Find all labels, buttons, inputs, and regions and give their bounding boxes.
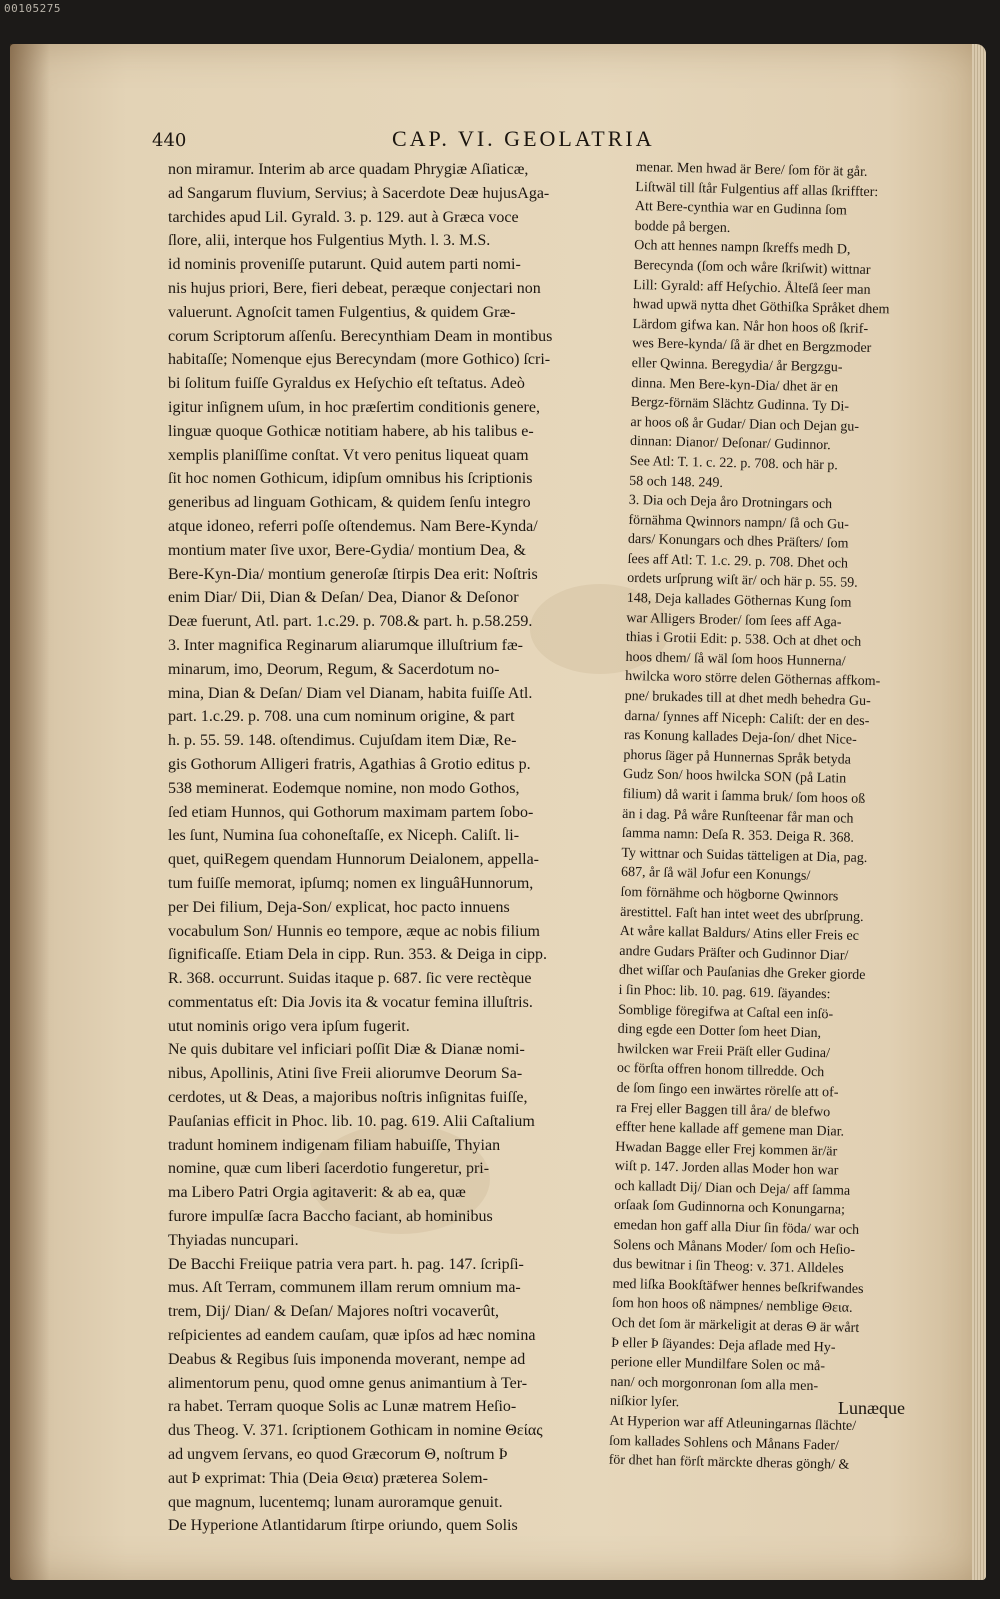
text-line: och kalladt Dij/ Dian och Deja/ aff ſamma — [614, 1178, 851, 1199]
text-line: mina, Dian & Deſan/ Diam vel Dianam, habita fuiſſe Atl. — [168, 684, 533, 702]
chapter-title: CAP. VI. GEOLATRIA — [392, 126, 655, 151]
text-line: que magnum, lucentemq; lunam auroramque genuit. — [168, 1493, 503, 1511]
text-line: Thyiadas nuncupari. — [168, 1231, 299, 1249]
text-line: ſamma namn: Deſa R. 353. Deiga R. 368. — [621, 826, 855, 846]
running-head — [152, 126, 697, 156]
text-line: eller Qwinna. Beregydia/ år Bergzgu- — [631, 355, 843, 376]
text-line: hoos dhem/ ſå wäl ſom hoos Hunnerna/ — [625, 649, 846, 670]
text-line: Somblige föregifwa at Caſtal een inſö- — [617, 1002, 834, 1022]
text-line: vocabulum Son/ Hunnis eo tempore, æque ac nobis filium — [168, 922, 540, 940]
text-line: nomine, quæ cum liberi ſacerdotio fungeretur, pri- — [168, 1160, 490, 1178]
text-line: id nominis proveniſſe putarunt. Quid autem parti nomi- — [168, 256, 521, 274]
text-line: linguæ quoque Gothicæ notitiam habere, ab his talibus e- — [168, 422, 534, 440]
scan-id: 00105275 — [4, 2, 61, 15]
text-line: corum Scriptorum aſſenſu. Berecynthiam Deam in montibus — [168, 327, 553, 345]
text-line: At Hyperion war aff Atleuningarnas ſlächte/ — [609, 1413, 857, 1434]
text-line: dinnan: Dianor/ Deſonar/ Gudinnor. — [629, 434, 831, 454]
text-line: hwilcken war Freii Präſt eller Gudina/ — [617, 1041, 831, 1061]
text-line: ſit hoc nomen Gothicum, idipſum omnibus his ſcriptionis — [168, 470, 533, 488]
text-line: De Hyperione Atlantidarum ſtirpe oriundo, quem Solis — [168, 1517, 518, 1535]
text-line: tradunt hominem indigenam filiam habuiſſe, Thyian — [168, 1136, 501, 1154]
text-line: Hwadan Bagge eller Frej kommen är/är — [615, 1139, 838, 1160]
text-line: Liſtwäl till ſtår Fulgentius aff allas ſkriffter: — [635, 179, 879, 200]
text-line: generibus ad linguam Gothicam, & quidem ſenſu integro — [168, 494, 531, 512]
text-line: Þ eller Þ ſäyandes: Deja aflade med Hy- — [611, 1335, 836, 1356]
text-line: ſignificaſſe. Etiam Dela in cipp. Run. 353. & Deiga in cipp. — [168, 946, 548, 964]
text-line: reſpicientes ad eandem cauſam, quæ ipſos ad hæc nomina — [168, 1327, 536, 1345]
text-line: R. 368. occurrunt. Suidas itaque p. 687. ſic vere rectèque — [168, 970, 532, 988]
catchword: Lunæque — [838, 1398, 905, 1418]
text-line: 3. Dia och Deja åro Drotningars och — [628, 493, 833, 513]
text-line: Deabus & Regibus ſuis imponenda moverant, nempe ad — [168, 1350, 526, 1368]
text-line: gis Gothorum Alligeri fratris, Agathias â Grotio editus p. — [168, 755, 531, 773]
text-line: furore impulſæ ſacra Baccho faciant, ab hominibus — [168, 1208, 493, 1226]
text-line: thias i Grotii Edit: p. 538. Och at dhet och — [625, 630, 862, 651]
text-line: Ty wittnar och Suidas tätteligen at Dia, pag. — [621, 845, 868, 866]
text-line: filium) då warit i ſamma bruk/ ſom hoos oß — [622, 786, 866, 807]
text-line: Ne quis dubitare vel inficiari poſſit Diæ & Dianæ nomi- — [168, 1041, 525, 1059]
text-line: quet, quiRegem quendam Hunnorum Deialonem, appella- — [168, 851, 540, 869]
text-line: Pauſanias efficit in Phoc. lib. 10. pag. 619. Alii Caſtalium — [168, 1112, 535, 1130]
text-line: cerdotes, ut & Deas, a majoribus noſtris inſignitas fuiſſe, — [168, 1089, 528, 1107]
swedish-column — [609, 158, 924, 1477]
text-line: les ſunt, Numina ſua cohoneſtaſſe, ex Niceph. Caliſt. li- — [168, 827, 520, 845]
text-line: ſom hon hoos oß nämpnes/ nemblige Θεια. — [611, 1296, 853, 1317]
text-line: ſom kallades Sohlens och Månans Fader/ — [608, 1433, 840, 1454]
text-line: ad ungvem ſervans, eo quod Græcorum Θ, noſtrum Þ — [168, 1446, 508, 1464]
text-line: ſees aff Atl: T. 1.c. 29. p. 708. Dhet och — [627, 551, 849, 572]
text-line: dus bewitnar i ſin Theog: v. 371. Alldeles — [612, 1257, 844, 1277]
text-line: dhet wiſſar och Pauſanias dhe Greker giorde — [618, 963, 866, 984]
text-line: wiſt p. 147. Jorden allas Moder hon war — [614, 1159, 839, 1179]
page-number: 440 — [152, 130, 187, 151]
text-line: Solens och Månans Moder/ ſom och Heſio- — [613, 1237, 856, 1258]
text-line: de ſom ſingo een inwärtes rörelſe att of- — [616, 1080, 839, 1101]
text-line: Deæ fuerunt, Atl. part. 1.c.29. p. 708.& part. h. p.58.259. — [168, 613, 533, 631]
text-line: menar. Men hwad är Bere/ ſom för ät går. — [635, 159, 868, 180]
text-line: dars/ Konungars och dhes Präſters/ ſom — [627, 532, 849, 552]
text-line: 687, år ſå wäl Jofur een Konungs/ — [620, 865, 811, 885]
text-line: bodde på bergen. — [634, 218, 731, 236]
text-line: än i dag. På wåre Runſteenar får man och — [622, 806, 854, 827]
text-line: montium mater ſive uxor, Bere-Gydia/ montium Dea, & — [168, 541, 526, 559]
text-line: ordets urſprung wiſt är/ och här p. 55. 59. — [627, 571, 858, 592]
text-line: Och det ſom är märkeligit at deras Θ är wårt — [611, 1315, 860, 1336]
text-line: minarum, imo, Deorum, Regum, & Sacerdotum no- — [168, 660, 500, 678]
text-line: ma Libero Patri Orgia agitaverit: & ab ea, quæ — [168, 1184, 466, 1202]
text-line: ſed etiam Hunnos, qui Gothorum maximam partem ſobo- — [168, 803, 534, 821]
text-line: pne/ brukades till at dhet medh behedra Gu- — [624, 688, 871, 710]
text-line: ras Konung kallades Deja-ſon/ dhet Nice- — [623, 728, 857, 748]
text-line: förnähma Qwinnors nampn/ ſå och Gu- — [628, 512, 849, 533]
text-line: 538 meminerat. Eodemque nomine, non modo Gothos, — [168, 779, 520, 797]
text-line: darna/ ſynnes aff Niceph: Caliſt: der en des- — [624, 708, 870, 729]
text-line: tarchides apud Lil. Gyrald. 3. p. 129. aut à Græca voce — [168, 208, 519, 226]
text-line: phorus ſäger på Hunnernas Språk betyda — [623, 747, 852, 768]
text-line: See Atl: T. 1. c. 22. p. 708. och här p. — [629, 453, 839, 474]
text-line: utut nominis origo vera ipſum fugerit. — [168, 1017, 410, 1035]
text-line: ra Frej eller Baggen till åra/ de blefwo — [615, 1100, 831, 1120]
text-line: At wåre kallat Baldurs/ Atins eller Freis ec — [619, 923, 860, 944]
text-line: 3. Inter magnifica Reginarum aliarumque illuſtrium fæ- — [168, 636, 524, 654]
text-line: dus Theog. V. 371. ſcriptionem Gothicam in nomine Θείας — [168, 1422, 543, 1440]
text-line: nis hujus priori, Bere, fieri debeat, peræque conjectari non — [168, 279, 541, 297]
text-line: per Dei filium, Deja-Son/ explicat, hoc pacto innuens — [168, 898, 510, 916]
text-line: alimentorum penu, quod omne genus animantium à Ter- — [168, 1374, 528, 1392]
latin-column — [168, 158, 620, 1538]
text-line: commentatus eſt: Dia Jovis ita & vocatur femina illuſtris. — [168, 993, 533, 1011]
text-line: med liſka Bookſtäfwer hennes beſkrifwandes — [612, 1276, 864, 1297]
text-line: Bergz-förnäm Slächtz Gudinna. Ty Di- — [630, 395, 850, 415]
text-line: enim Diar/ Dii, Dian & Deſan/ Dea, Dianor & Deſonor — [168, 589, 519, 607]
text-line: xemplis planiſſime conſtat. Vt vero penitus liqueat quam — [168, 446, 529, 464]
text-line: 148, Deja kallades Göthernas Kung ſom — [626, 590, 852, 611]
text-line: trem, Dij/ Dian/ & Deſan/ Majores noſtri vocaverût, — [168, 1303, 500, 1321]
text-line: emedan hon gaff alla Diur ſin föda/ war och — [613, 1217, 860, 1238]
text-line: andre Gudars Präſter och Gudinnor Diar/ — [619, 943, 849, 964]
text-line: ding egde een Dotter ſom heet Dian, — [617, 1021, 822, 1042]
text-line: Gudz Son/ hoos hwilcka SON (på Latin — [622, 767, 847, 787]
text-line: dinna. Men Bere-kyn-Dia/ dhet är en — [631, 375, 839, 395]
text-line: non miramur. Interim ab arce quadam Phrygiæ Aſiaticæ, — [168, 161, 529, 178]
text-line: habitaſſe; Nomenque ejus Berecyndam (more Gothico) ſcri- — [168, 351, 551, 369]
text-line: De Bacchi Freiique patria vera part. h. pag. 147. ſcripſi- — [168, 1255, 524, 1273]
text-line: Lärdom gifwa kan. Når hon hoos oß ſkrif- — [632, 316, 869, 337]
text-line: Att Bere-cynthia war en Gudinna ſom — [634, 199, 847, 219]
text-line: nibus, Apollinis, Atini ſive Freii aliorumve Deorum Sa- — [168, 1065, 523, 1083]
text-line: 58 och 148. 249. — [629, 473, 724, 491]
text-line: ad Sangarum fluvium, Servius; à Sacerdote Deæ hujusAga- — [168, 184, 550, 202]
text-line: ſom förnähme och högborne Qwinnors — [620, 884, 839, 905]
text-line: niſkior lyſer. — [609, 1394, 680, 1411]
text-line: ra habet. Terram quoque Solis ac Lunæ matrem Heſio- — [168, 1398, 517, 1416]
text-line: Lill: Gyrald: aff Heſychio. Ålteſå ſeer man — [633, 277, 871, 298]
page-edge — [972, 44, 986, 1580]
text-line: effter hene kallade aff gemene man Diar. — [615, 1119, 845, 1140]
text-line: part. 1.c.29. p. 708. una cum nominum origine, & part — [168, 708, 515, 726]
text-line: Berecynda (ſom och wåre ſkriſwit) wittnar — [633, 257, 871, 278]
text-line: wes Bere-kynda/ ſå är dhet en Bergzmoder — [631, 336, 872, 357]
text-line: ſlore, alii, interque hos Fulgentius Myth. l. 3. M.S. — [168, 232, 491, 250]
text-line: aut Þ exprimat: Thia (Deia Θεια) præterea Solem- — [168, 1469, 488, 1487]
text-line: hwilcka woro större delen Göthernas affkom- — [624, 669, 881, 690]
text-line: bi ſolitum fuiſſe Gyraldus ex Heſychio eſt teſtatus. Adeò — [168, 375, 525, 393]
text-line: perione eller Mundilfare Solen oc må- — [610, 1354, 826, 1375]
text-line: hwad upwä nytta dhet Göthiſka Språket dhem — [632, 297, 890, 318]
text-line: oc förſta offren honom tillredde. Och — [616, 1061, 825, 1081]
text-line: Och att hennes nampn ſkreffs medh D, — [634, 238, 851, 258]
text-line: i ſin Phoc: lib. 10. pag. 619. ſäyandes: — [618, 982, 831, 1003]
text-line: orſaak ſom Gudinnorna och Konungarna; — [613, 1198, 846, 1219]
text-line: valuerunt. Agnoſcit tamen Fulgentius, & quidem Græ- — [168, 303, 516, 321]
text-line: igitur inſignem uſum, in hoc præſertim conditionis genere, — [168, 398, 540, 416]
text-line: nan/ och morgonronan ſom alla men- — [610, 1374, 819, 1394]
text-line: ärestittel. Faſt han intet weet des ubrſprung. — [620, 904, 864, 925]
book-gutter — [10, 44, 50, 1580]
text-line: h. p. 55. 59. 148. oſtendimus. Cujuſdam item Diæ, Re- — [168, 732, 517, 750]
text-line: tum fuiſſe memorat, ipſumq; nomen ex linguâHunnorum, — [168, 874, 534, 892]
text-line: för dhet han förſt märckte dheras göngh/ & — [608, 1452, 850, 1473]
text-line: mus. Aſt Terram, communem illam rerum omnium ma- — [168, 1279, 521, 1297]
text-line: atque idoneo, referri poſſe oſtendemus. Nam Bere-Kynda/ — [168, 517, 538, 535]
text-line: war Alligers Broder/ ſom ſees aff Aga- — [626, 610, 842, 631]
text-line: Bere-Kyn-Dia/ montium generoſæ ſtirpis Dea erit: Noſtris — [168, 565, 538, 583]
text-line: ar hoos oß år Gudar/ Dian och Dejan gu- — [630, 414, 860, 435]
